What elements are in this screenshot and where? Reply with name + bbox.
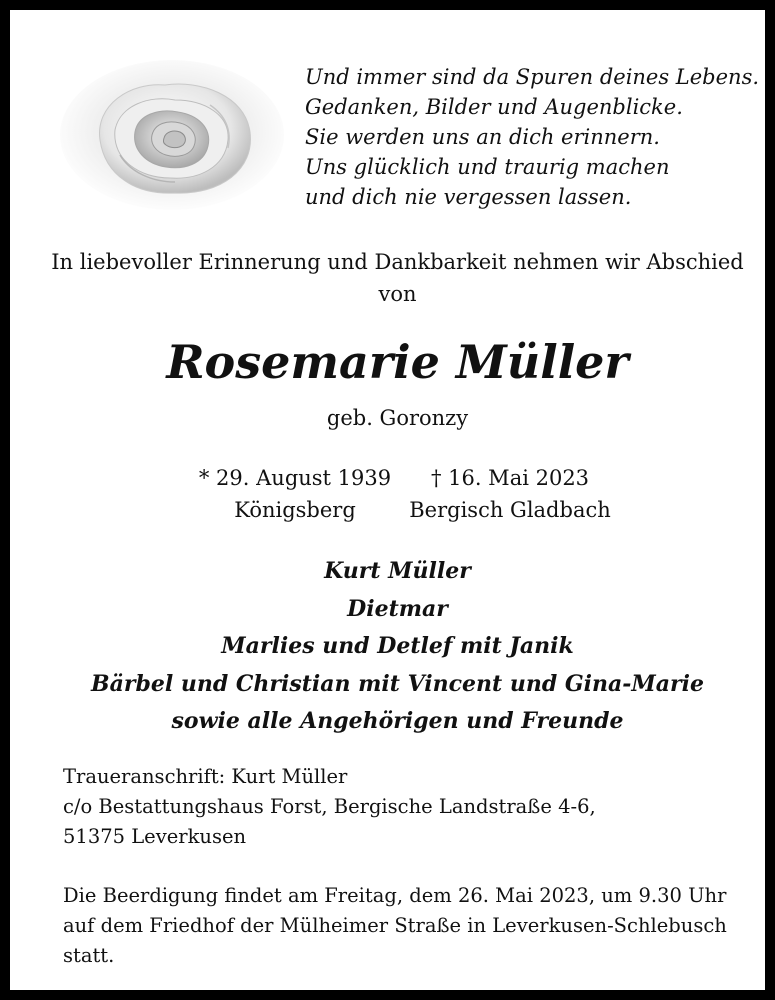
birth-place: Königsberg <box>234 498 356 522</box>
poem-line: Gedanken, Bilder und Augenblicke. <box>305 95 683 119</box>
rose-image <box>60 60 285 210</box>
address-line: c/o Bestattungshaus Forst, Bergische Landstraße 4-6, <box>63 795 596 818</box>
funeral-line: statt. <box>63 944 115 967</box>
funeral-line: auf dem Friedhof der Mülheimer Straße in Leverkusen-Schlebusch <box>63 914 727 937</box>
mourner-line: Bärbel und Christian mit Vincent und Gina-Marie <box>91 670 704 697</box>
mourner-line: Dietmar <box>347 595 448 622</box>
death-place: Bergisch Gladbach <box>409 498 611 522</box>
death-info <box>395 462 625 526</box>
poem-line: Sie werden uns an dich erinnern. <box>305 125 660 149</box>
mourner-line: Marlies und Detlef mit Janik <box>221 633 574 659</box>
poem-line: Uns glücklich und traurig machen <box>305 155 670 179</box>
maiden-name: geb. Goronzy <box>326 406 469 430</box>
mourners-list <box>40 553 755 741</box>
poem-line: Und immer sind da Spuren deines Lebens. <box>305 65 760 89</box>
birth-info <box>180 462 410 526</box>
address-line: Traueranschrift: Kurt Müller <box>63 765 348 788</box>
birth-date: * 29. August 1939 <box>198 466 392 490</box>
mourning-address <box>63 762 753 852</box>
poem-line: und dich nie vergessen lassen. <box>305 185 632 209</box>
funeral-notice <box>63 881 763 971</box>
funeral-line: Die Beerdigung findet am Freitag, dem 26. Mai 2023, um 9.30 Uhr <box>63 884 727 907</box>
death-date: † 16. Mai 2023 <box>430 466 590 490</box>
poem <box>305 62 760 212</box>
mourner-line: Kurt Müller <box>324 558 471 584</box>
mourner-line: sowie alle Angehörigen und Freunde <box>171 708 624 734</box>
address-line: 51375 Leverkusen <box>63 825 247 848</box>
intro-text: In liebevoller Erinnerung und Dankbarkeit nehmen wir Abschied von <box>51 250 744 306</box>
deceased-name: Rosemarie Müller <box>166 335 629 389</box>
